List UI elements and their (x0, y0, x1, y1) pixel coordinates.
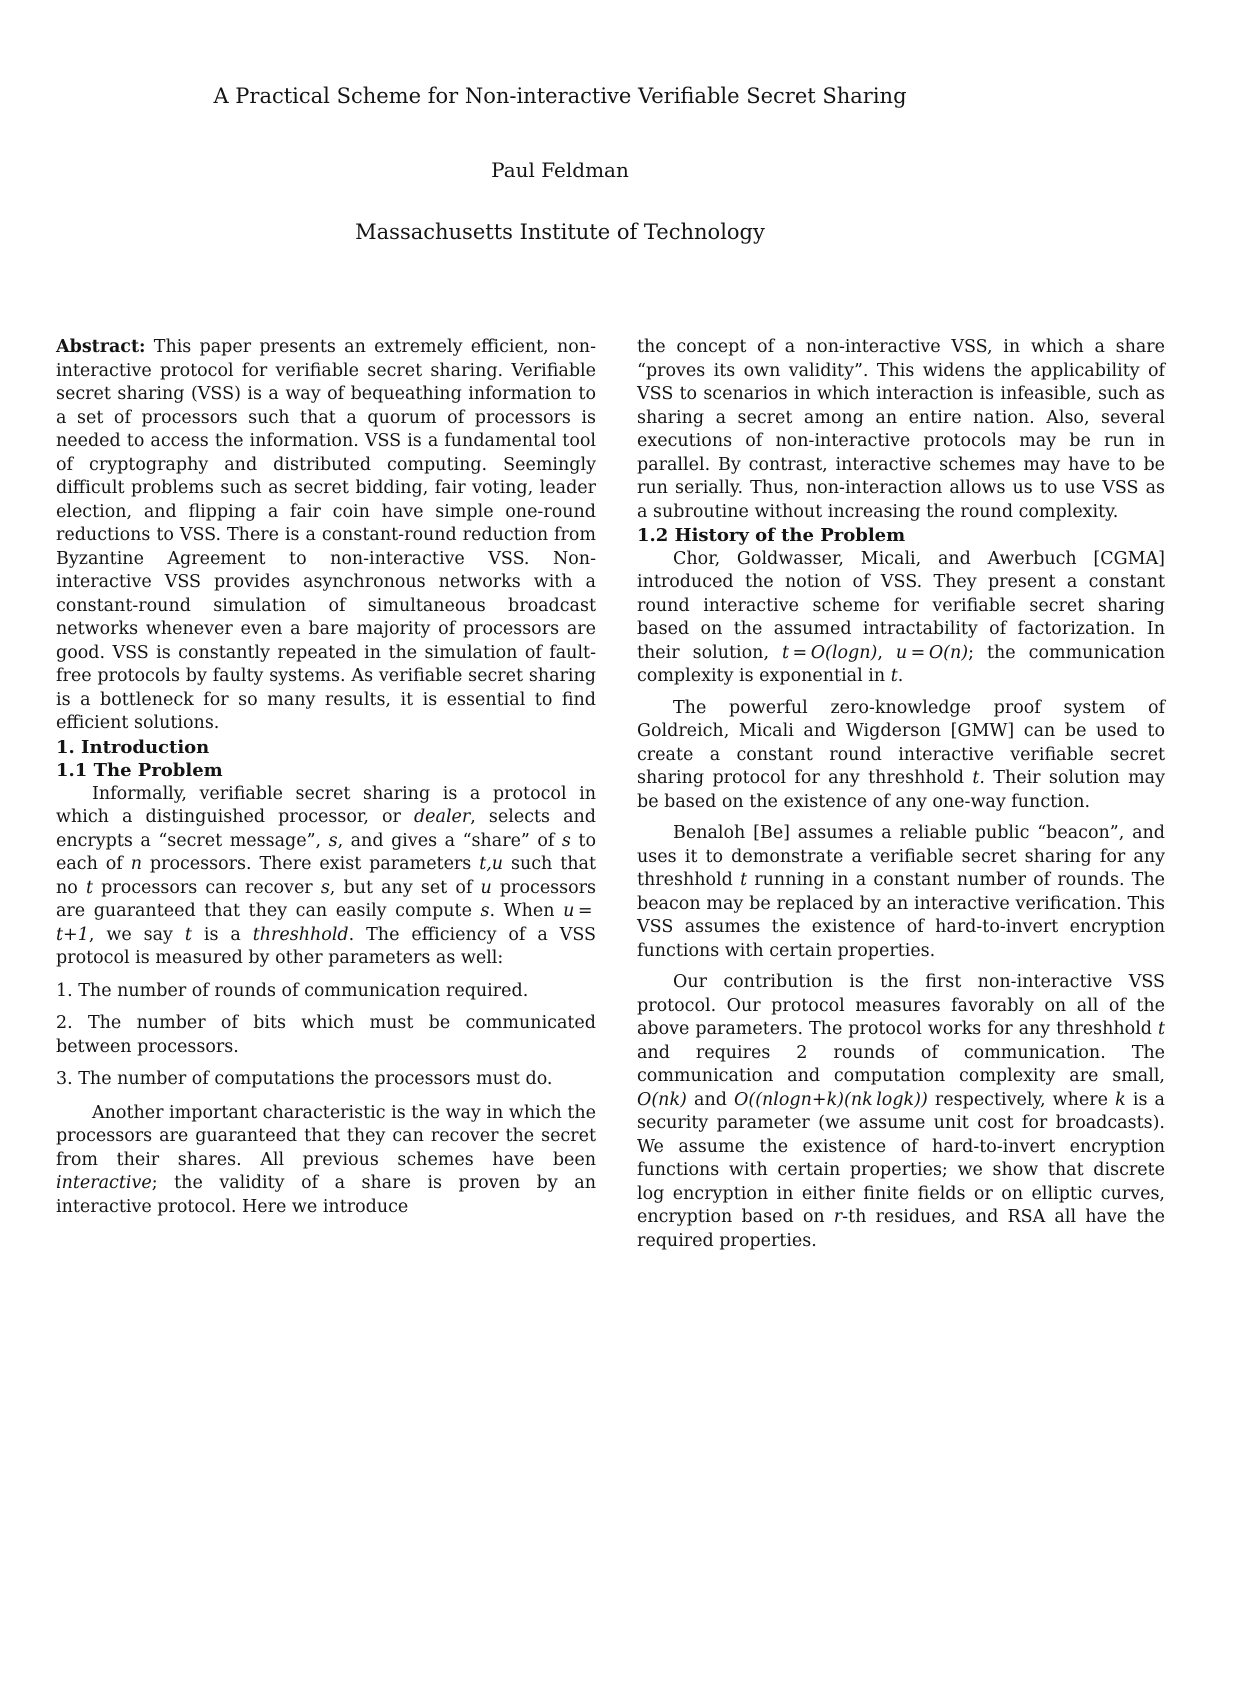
paper-title: A Practical Scheme for Non-interactive Verifiable Secret Sharing (213, 84, 907, 108)
paragraph-informally: Informally, verifiable secret sharing is a protocol in which a distinguished processor, or dealer, selects and encrypts a “secret message”, s, and gives a “share” of s to each of n processors. There exist parameters t,u such that no t processors can recover s, but any set of u processors are guaranteed that they can easily compute s. When u = t+1, we say t is a threshhold. The efficiency of a VSS protocol is measured by other parameters as well: (56, 783, 597, 968)
paragraph-benaloh: Benaloh [Be] assumes a reliable public “beacon”, and uses it to demonstrate a verifiable secret sharing for any threshhold t running in a constant number of rounds. The beacon may be replaced by an interactive verification. This VSS assumes the existence of hard-to-invert encryption functions with certain properties. (637, 823, 1165, 961)
section-1-heading: 1. Introduction (56, 736, 210, 758)
list-item-3: 3. The number of computations the processors must do. (56, 1069, 553, 1089)
paragraph-another: Another important characteristic is the way in which the processors are guaranteed that they can recover the secret from their shares. All previous schemes have been interactive; the validity of a share is proven by an interactive protocol. Here we introduce (56, 1102, 596, 1217)
abstract-text: This paper presents an extremely efficient, non-interactive protocol for verifiable secret sharing. Verifiable secret sharing (VSS) is a way of bequeathing information to a set of processors such that a quorum of processors is needed to access the information. VSS is a fundamental tool of cryptography and distributed computing. Seemingly difficult problems such as secret bidding, fair voting, leader election, and flipping a fair coin have simple one-round reductions to VSS. There is a constant-round reduction from Byzantine Agreement to non-interactive VSS. Non-interactive VSS provides asynchronous networks with a constant-round simulation of simultaneous broadcast networks whenever even a bare majority of processors are good. VSS is constantly repeated in the simulation of fault-free protocols by faulty systems. As verifiable secret sharing is a bottleneck for so many results, it is essential to find efficient solutions. (56, 337, 596, 733)
list-item-1: 1. The number of rounds of communication required. (56, 980, 529, 1001)
paragraph-chor: Chor, Goldwasser, Micali, and Awerbuch [CGMA] introduced the notion of VSS. They present a constant round interactive scheme for verifiable secret sharing based on the assumed intractability of factorization. In their solution, t = O(logn), u = O(n); the communication complexity is exponential in t. (637, 548, 1165, 686)
section-1-2-heading: 1.2 History of the Problem (637, 525, 906, 546)
list-item-2: 2. The number of bits which must be communicated between processors. (56, 1013, 596, 1057)
paper-affiliation: Massachusetts Institute of Technology (355, 220, 765, 244)
paragraph-contribution: Our contribution is the first non-interactive VSS protocol. Our protocol measures favorably on all of the above parameters. The protocol works for any threshhold t and requires 2 rounds of communication. The communication and computation complexity are small, O(nk) and O((nlogn+k)(nk logk)) respectively, where k is a security parameter (we assume unit cost for broadcasts). We assume the existence of hard-to-invert encryption functions with certain properties; we show that discrete log encryption in either finite fields or on elliptic curves, encryption based on r-th residues, and RSA all have the required properties. (637, 972, 1165, 1251)
paragraph-gmw: The powerful zero-knowledge proof system of Goldreich, Micali and Wigderson [GMW] can be used to create a constant round interactive verifiable secret sharing protocol for any threshhold t. Their solution may be based on the existence of any one-way function. (637, 697, 1165, 812)
paper-author: Paul Feldman (491, 158, 629, 182)
section-1-1-heading: 1.1 The Problem (56, 760, 223, 781)
abstract-paragraph (56, 336, 596, 736)
left-column (56, 336, 596, 1219)
paragraph-concept: the concept of a non-interactive VSS, in which a share “proves its own validity”. This widens the applicability of VSS to scenarios in which interaction is infeasible, such as sharing a secret among an entire nation. Also, several executions of non-interactive protocols may be run in parallel. By contrast, interactive schemes may have to be run serially. Thus, non-interaction allows us to use VSS as a subroutine without increasing the round complexity. (637, 337, 1165, 522)
abstract-label: Abstract: (56, 337, 146, 357)
right-column (637, 336, 1165, 1253)
